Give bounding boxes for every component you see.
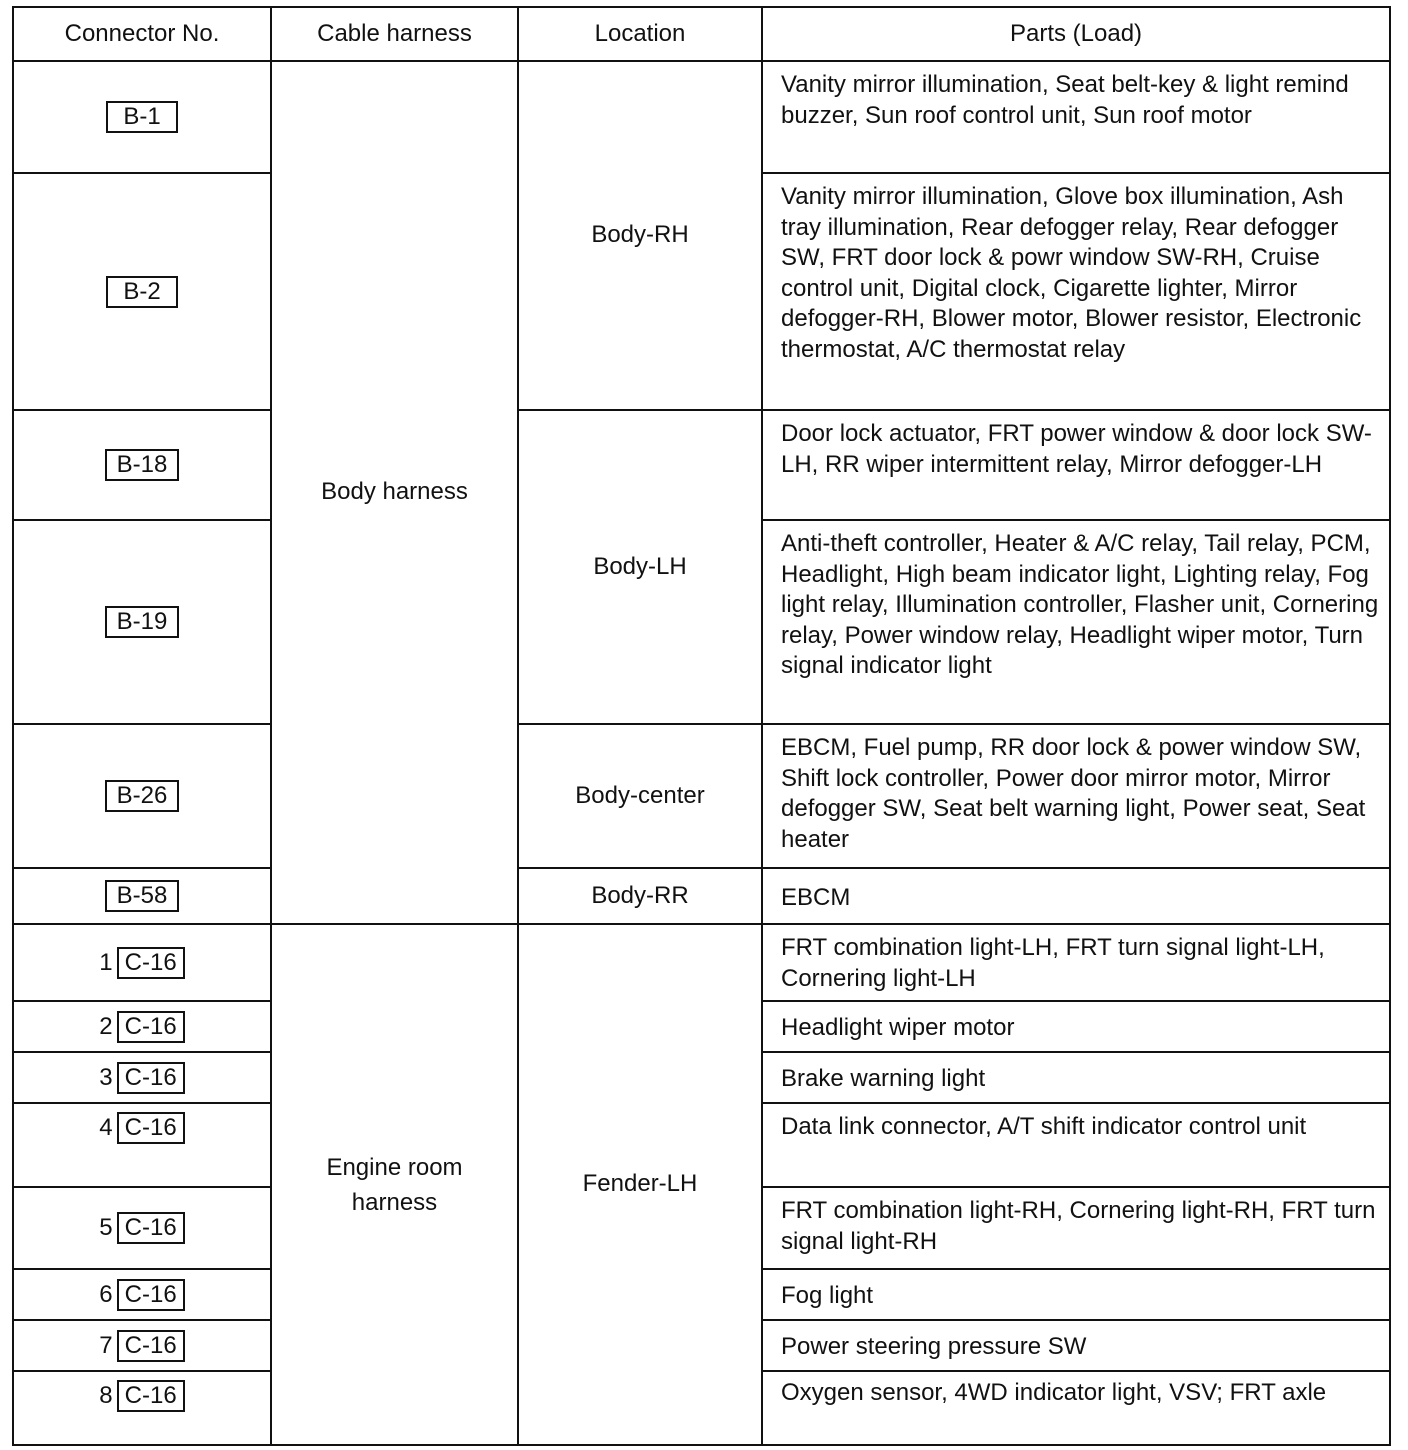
table-row	[13, 868, 1390, 924]
harness-engine-room-label	[326, 1150, 462, 1220]
connector-cell	[13, 924, 271, 1001]
parts-cell: Oxygen sensor, 4WD indicator light, VSV; FRT axle	[762, 1371, 1390, 1445]
parts-cell: Data link connector, A/T shift indicator control unit	[762, 1103, 1390, 1187]
connector-code: C-16	[117, 1212, 185, 1244]
connector-label-group	[99, 1112, 184, 1144]
parts-cell: FRT combination light-RH, Cornering light-RH, FRT turn signal light-RH	[762, 1187, 1390, 1269]
connector-code: B-58	[105, 880, 180, 912]
header-location: Location	[518, 7, 762, 61]
parts-cell: Vanity mirror illumination, Seat belt-key & light remind buzzer, Sun roof control unit, Sun roof motor	[762, 61, 1390, 173]
connector-index: 5	[99, 1214, 113, 1241]
connector-index: 6	[99, 1280, 113, 1308]
header-connector-no: Connector No.	[13, 7, 271, 61]
connector-index: 7	[99, 1331, 113, 1359]
harness-engine-room-line2: harness	[351, 1188, 438, 1216]
connector-index: 2	[99, 1012, 113, 1040]
parts-cell: EBCM	[762, 868, 1390, 924]
connector-cell	[13, 1103, 271, 1187]
connector-cell	[13, 1001, 271, 1052]
header-row	[13, 7, 1390, 61]
connector-cell	[13, 1052, 271, 1103]
connector-index: 4	[99, 1114, 113, 1141]
connector-code: B-19	[105, 606, 180, 638]
connector-cell	[13, 520, 271, 724]
location-body-lh: Body-LH	[593, 552, 687, 580]
connector-index: 8	[99, 1382, 113, 1409]
harness-body-label: Body harness	[321, 478, 468, 506]
harness-cell-body	[271, 61, 518, 924]
connector-code: C-16	[117, 1279, 185, 1311]
location-cell-body-rr	[518, 868, 762, 924]
parts-cell: Fog light	[762, 1269, 1390, 1320]
location-fender-lh: Fender-LH	[582, 1170, 698, 1198]
parts-cell: Brake warning light	[762, 1052, 1390, 1103]
connector-cell	[13, 724, 271, 868]
table-row	[13, 924, 1390, 1001]
header-parts: Parts (Load)	[762, 7, 1390, 61]
location-body-rh: Body-RH	[591, 221, 689, 249]
connector-cell	[13, 410, 271, 520]
connector-code: B-18	[105, 449, 180, 481]
location-cell-body-center	[518, 724, 762, 868]
parts-cell: Door lock actuator, FRT power window & door lock SW-LH, RR wiper intermittent relay, Mirror defogger-LH	[762, 410, 1390, 520]
location-cell-body-lh	[518, 410, 762, 724]
parts-cell: FRT combination light-LH, FRT turn signal light-LH, Cornering light-LH	[762, 924, 1390, 1001]
table-row	[13, 410, 1390, 520]
connector-cell	[13, 1187, 271, 1269]
parts-cell: Vanity mirror illumination, Glove box illumination, Ash tray illumination, Rear defogger relay, Rear defogger SW, FRT door lock & powr window SW-RH, Cruise control unit, Digital clock, Cigarette lighter, Mirror defogger-RH, Blower motor, Blower resistor, Electronic thermostat, A/C thermostat relay	[762, 173, 1390, 410]
connector-cell	[13, 1320, 271, 1371]
parts-cell: Power steering pressure SW	[762, 1320, 1390, 1371]
connector-code: C-16	[117, 1330, 185, 1362]
header-cable-harness: Cable harness	[271, 7, 518, 61]
connector-cell	[13, 173, 271, 410]
location-cell-body-rh	[518, 61, 762, 410]
location-body-rr: Body-RR	[591, 881, 689, 909]
table-row	[13, 724, 1390, 868]
connector-code: C-16	[117, 1011, 185, 1043]
connector-table	[12, 6, 1391, 1446]
connector-code: C-16	[117, 947, 185, 979]
connector-cell	[13, 1371, 271, 1445]
connector-code: C-16	[117, 1062, 185, 1094]
connector-index: 3	[99, 1063, 113, 1091]
connector-code: C-16	[117, 1112, 185, 1144]
harness-engine-room-line1: Engine room	[326, 1153, 463, 1181]
connector-cell	[13, 868, 271, 924]
connector-table-sheet	[12, 6, 1391, 1446]
connector-code: B-2	[106, 276, 178, 308]
connector-cell	[13, 61, 271, 173]
location-body-center: Body-center	[575, 781, 705, 809]
parts-cell: EBCM, Fuel pump, RR door lock & power window SW, Shift lock controller, Power door mirror motor, Mirror defogger SW, Seat belt warning light, Power seat, Seat heater	[762, 724, 1390, 868]
table-row	[13, 61, 1390, 173]
connector-code: B-1	[106, 101, 178, 133]
connector-cell	[13, 1269, 271, 1320]
connector-label-group	[99, 1380, 184, 1412]
parts-cell: Anti-theft controller, Heater & A/C relay, Tail relay, PCM, Headlight, High beam indicator light, Lighting relay, Fog light relay, Illumination controller, Flasher unit, Cornering relay, Power window relay, Headlight wiper motor, Turn signal indicator light	[762, 520, 1390, 724]
connector-index: 1	[99, 948, 113, 976]
connector-code: C-16	[117, 1380, 185, 1412]
parts-cell: Headlight wiper motor	[762, 1001, 1390, 1052]
location-cell-fender-lh	[518, 924, 762, 1445]
harness-cell-engine-room	[271, 924, 518, 1445]
connector-code: B-26	[105, 780, 180, 812]
